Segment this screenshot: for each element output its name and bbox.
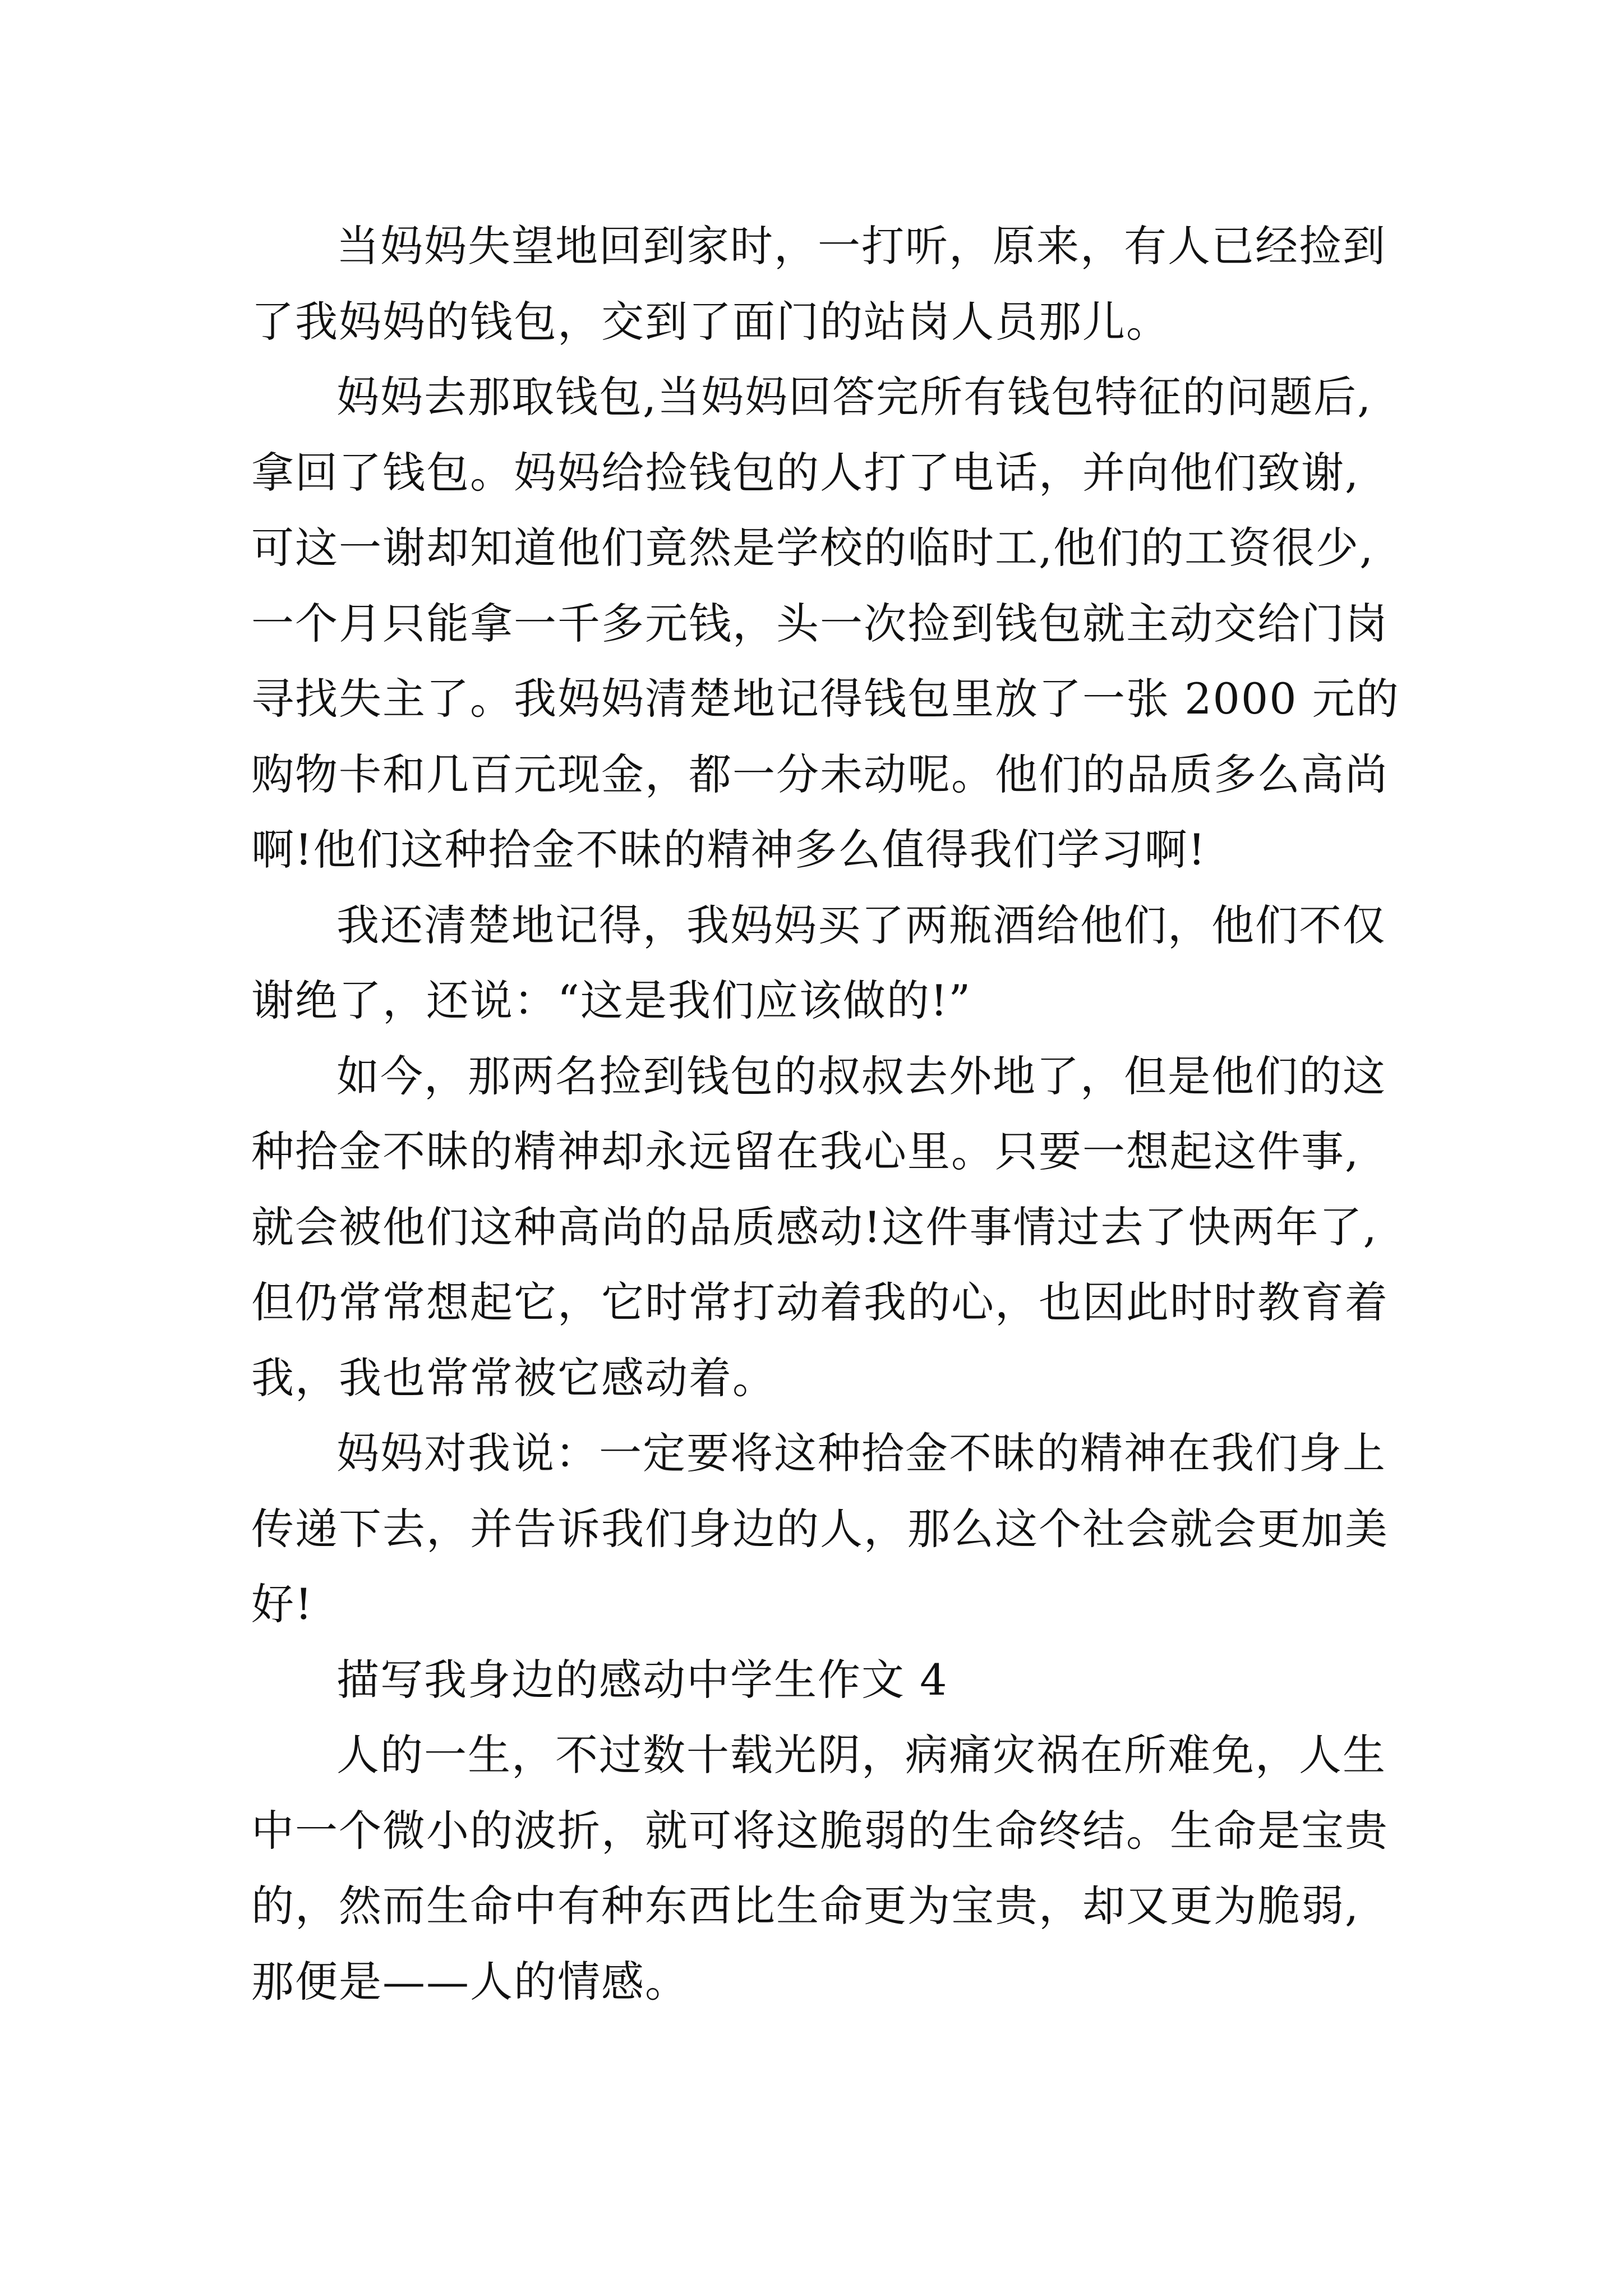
paragraph (251, 209, 1440, 360)
text-line: 可这一谢却知道他们竟然是学校的临时工,他们的工资很少, (251, 523, 1375, 573)
text-line: 那便是——人的情感。 (251, 1956, 689, 2007)
section-heading (251, 1642, 1440, 1718)
paragraph (251, 1718, 1440, 2019)
text-line: 我还清楚地记得，我妈妈买了两瓶酒给他们，他们不仅 (336, 900, 1386, 950)
paragraph (251, 888, 1440, 1039)
text-line: 如今，那两名捡到钱包的叔叔去外地了，但是他们的这 (336, 1051, 1386, 1101)
text-line: 中一个微小的波折，就可将这脆弱的生命终结。生命是宝贵 (251, 1805, 1389, 1856)
text-line: 人的一生，不过数十载光阴，病痛灾祸在所难免，人生 (336, 1730, 1386, 1780)
text-line: 谢绝了，还说：“这是我们应该做的!” (251, 976, 972, 1025)
text-line: 种拾金不昧的精神却永远留在我心里。只要一想起这件事, (251, 1126, 1360, 1176)
text-line: 了我妈妈的钱包，交到了面门的站岗人员那儿。 (251, 296, 1170, 347)
text-line: 传递下去，并告诉我们身边的人，那么这个社会就会更加美 (251, 1503, 1389, 1554)
text-line: 一个月只能拿一千多元钱，头一次捡到钱包就主动交给门岗 (251, 598, 1389, 648)
text-line: 但仍常常想起它，它时常打动着我的心，也因此时时教育着 (251, 1277, 1389, 1327)
text-line: 啊!他们这种拾金不昧的精神多么值得我们学习啊! (251, 825, 1207, 875)
heading-text: 描写我身边的感动中学生作文 4 (336, 1654, 948, 1705)
paragraph (251, 1039, 1440, 1416)
text-line: 妈妈去那取钱包,当妈妈回答完所有钱包特征的问题后, (336, 372, 1372, 422)
text-line: 我，我也常常被它感动着。 (251, 1352, 776, 1403)
paragraph (251, 360, 1440, 888)
text-line: 当妈妈失望地回到家时，一打听，原来，有人已经捡到 (336, 221, 1386, 271)
text-line: 寻找失主了。我妈妈清楚地记得钱包里放了一张 2000 元的 (251, 674, 1400, 724)
text-line: 拿回了钱包。妈妈给捡钱包的人打了电话，并向他们致谢, (251, 447, 1360, 498)
paragraph (251, 1416, 1440, 1642)
text-line: 就会被他们这种高尚的品质感动!这件事情过去了快两年了, (251, 1202, 1378, 1252)
text-line: 妈妈对我说：一定要将这种拾金不昧的精神在我们身上 (336, 1428, 1386, 1478)
text-line: 的，然而生命中有种东西比生命更为宝贵，却又更为脆弱, (251, 1881, 1360, 1931)
text-line: 购物卡和几百元现金，都一分未动呢。他们的品质多么高尚 (251, 749, 1389, 799)
document-body (251, 209, 1440, 2019)
text-line: 好! (251, 1579, 313, 1629)
